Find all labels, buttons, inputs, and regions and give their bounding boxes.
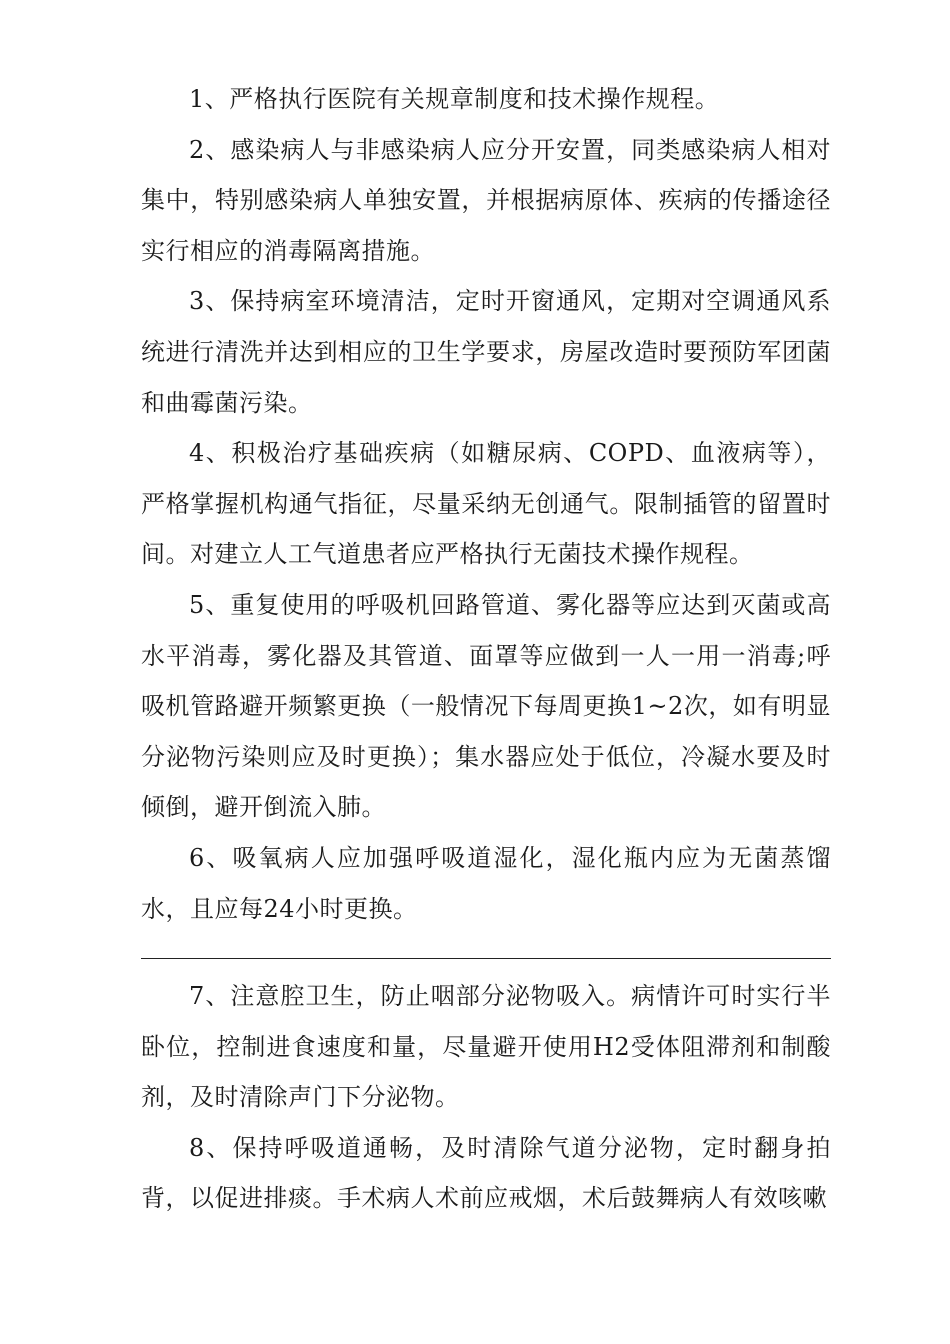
document-body-top (141, 74, 831, 934)
paragraph-2: 2、感染病人与非感染病人应分开安置，同类感染病人相对集中，特别感染病人单独安置，并根据病原体、疾病的传播途径实行相应的消毒隔离措施。 (141, 135, 831, 265)
paragraph-3: 3、保持病室环境清洁，定时开窗通风，定期对空调通风系统进行清洗并达到相应的卫生学要求，房屋改造时要预防军团菌和曲霉菌污染。 (141, 287, 831, 417)
paragraph-5: 5、重复使用的呼吸机回路管道、雾化器等应达到灭菌或高水平消毒，雾化器及其管道、面罩等应做到一人一用一消毒;呼吸机管路避开频繁更换（一般情况下每周更换1~2次，如有明显分泌物污染则应及时更换）；集水器应处于低位，冷凝水要及时倾倒，避开倒流入肺。 (141, 590, 831, 822)
paragraph-7: 7、注意腔卫生，防止咽部分泌物吸入。病情许可时实行半卧位，控制进食速度和量，尽量避开使用H2受体阻滞剂和制酸剂，及时清除声门下分泌物。 (141, 982, 831, 1112)
paragraph-1: 1、严格执行医院有关规章制度和技术操作规程。 (189, 85, 720, 113)
page-divider (141, 958, 831, 959)
paragraph-6: 6、吸氧病人应加强呼吸道湿化，湿化瓶内应为无菌蒸馏水，且应每24小时更换。 (141, 843, 831, 923)
paragraph-4: 4、积极治疗基础疾病（如糖尿病、COPD、血液病等），严格掌握机构通气指征，尽量采纳无创通气。限制插管的留置时间。对建立人工气道患者应严格执行无菌技术操作规程。 (141, 439, 831, 569)
paragraph-8: 8、保持呼吸道通畅，及时清除气道分泌物，定时翻身拍背，以促进排痰。手术病人术前应戒烟，术后鼓舞病人有效咳嗽 (141, 1133, 831, 1213)
document-body-bottom (141, 971, 831, 1224)
